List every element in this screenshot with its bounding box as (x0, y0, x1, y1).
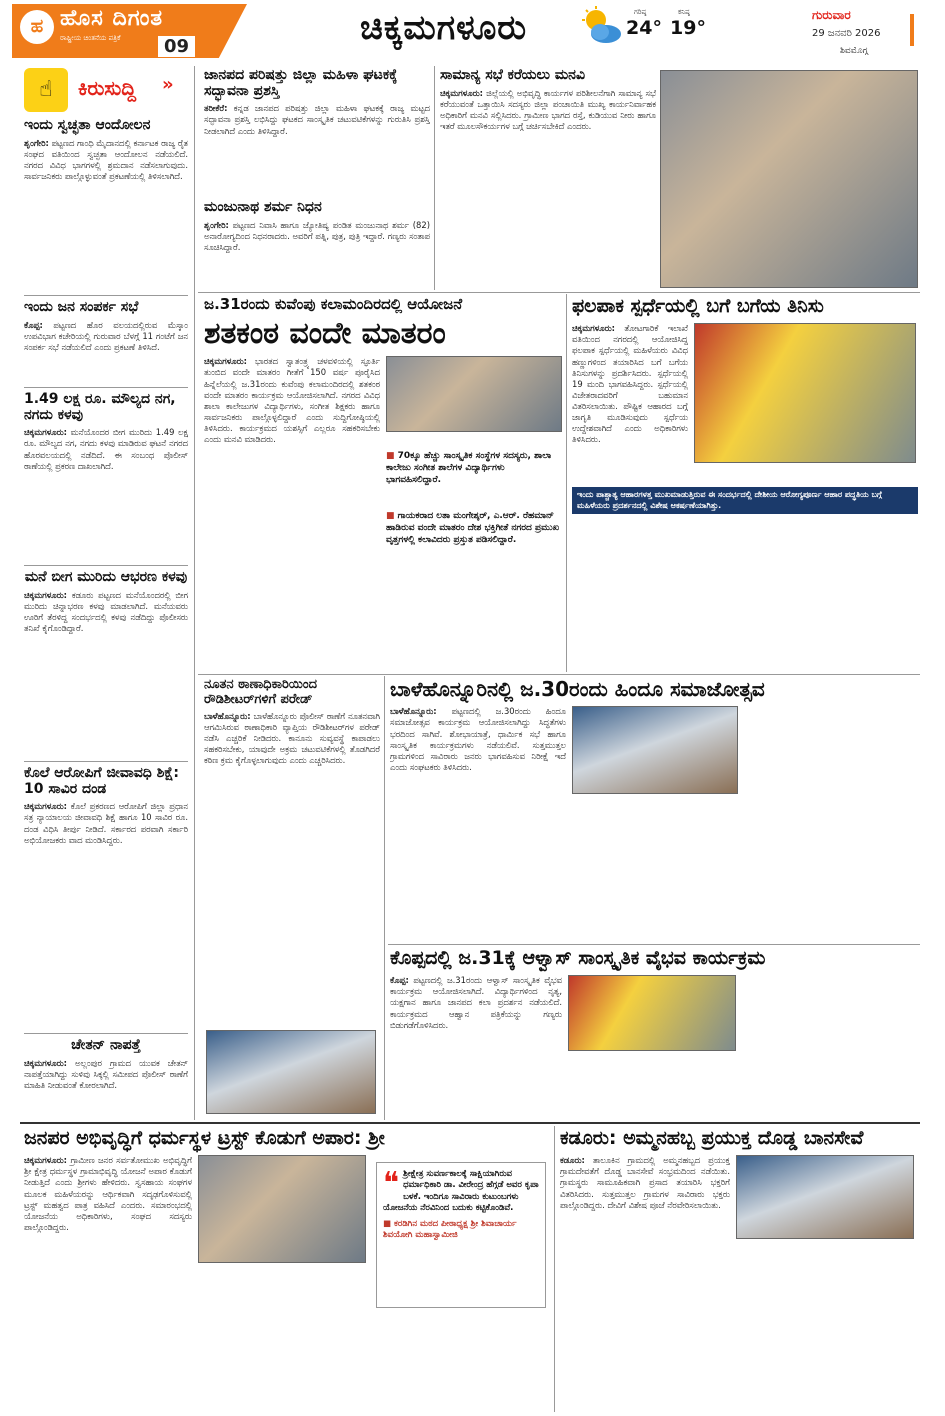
issue-day: ಗುರುವಾರ (812, 8, 851, 22)
story-dateline: ಚಿಕ್ಕಮಗಳೂರು: (440, 87, 484, 98)
column-divider (434, 66, 435, 290)
story-body (390, 975, 562, 1105)
story-body (440, 88, 656, 132)
quote-bullet-icon: ■ (386, 511, 395, 521)
brief-headline: ಮನೆ ಬೀಗ ಮುರಿದು ಆಭರಣ ಕಳವು (24, 569, 188, 585)
dharmasthala-event-photo (198, 1155, 366, 1263)
section-divider (388, 944, 920, 945)
pullquote-source (383, 1219, 539, 1242)
parade-photo (206, 1030, 376, 1114)
pullquote-source-text: ಕರಡಿಗಿನ ಮಠದ ಪೀಠಾಧ್ಯಕ್ಷ ಶ್ರೀ ಶಿವಾಚಾರ್ಯ ಶಿವಯೋಗಿ ಮಹಾಸ್ವಾಮೀಜಿ (383, 1218, 517, 1241)
brief-headline: ಕೊಲೆ ಆರೋಪಿಗೆ ಜೀವಾವಧಿ ಶಿಕ್ಷೆ: 10 ಸಾವಿರ ದಂಡ (24, 765, 180, 797)
story-dateline: ಕಡೂರು: (560, 1155, 585, 1166)
brief-headline: ಚೇತನ್ ನಾಪತ್ತೆ (71, 1037, 141, 1053)
story-headline: ಕಡೂರು: ಅಮ್ಮನಹಬ್ಬ ಪ್ರಯುಕ್ತ ದೊಡ್ಡ ಬಾನಸೇವೆ (560, 1128, 864, 1149)
story-kicker: ಜ.31ರಂದು ಕುವೆಂಪು ಕಲಾಮಂದಿರದಲ್ಲಿ ಆಯೋಜನೆ (204, 296, 463, 313)
hand-pointer-icon: ☝ (24, 68, 68, 112)
paper-tagline: ರಾಷ್ಟ್ರೀಯ ಚಿಂತನೆಯ ಪತ್ರಿಕೆ (60, 34, 121, 42)
brief-story (24, 296, 188, 388)
story-headline: ಬಾಳೆಹೊನ್ನೂರಿನಲ್ಲಿ ಜ.30ರಂದು ಹಿಂದೂ ಸಮಾಜೋತ್ಸವ (390, 678, 765, 701)
story-text: ಬಾಳೆಹೊನ್ನೂರು ಪೊಲೀಸ್ ಠಾಣೆಗೆ ನೂತನವಾಗಿ ಆಗಮಿಸಿರುವ ಠಾಣಾಧಿಕಾರಿ ವ್ಯಾಪ್ತಿಯ ರೌಡಿಶೀಟರ್‌ಗಳ ಪರೇಡ್ ನಡೆಸಿ ಎಚ್ಚರಿಕೆ ನೀಡಿದರು. ಕಾನೂನು ಸುವ್ಯವಸ್ಥೆ ಕಾಪಾಡಲು ಸಹಕರಿಸಬೇಕು, ಯಾವುದೇ ಅಕ್ರಮ ಚಟುವಟಿಕೆಗಳಲ್ಲಿ ತೊಡಗಿದರೆ ಕಠಿಣ ಕ್ರಮ ಕೈಗೊಳ್ಳಲಾಗುವುದು ಎಂದು ಎಚ್ಚರಿಸಿದರು. (204, 711, 380, 766)
brief-body (24, 1058, 188, 1091)
left-column (24, 118, 188, 1120)
temp-max-value: 24° (626, 17, 662, 39)
story-headline: ಜಾನಪದ ಪರಿಷತ್ತು ಜಿಲ್ಲಾ ಮಹಿಳಾ ಘಟಕಕ್ಕೆ ಸದ್ಭಾವನಾ ಪ್ರಶಸ್ತಿ (204, 68, 398, 99)
brief-headline: 1.49 ಲಕ್ಷ ರೂ. ಮೌಲ್ಯದ ನಗ, ನಗದು ಕಳವು (24, 391, 176, 423)
story-kadur (560, 1128, 918, 1408)
brief-story (24, 762, 188, 1034)
story-text: ಪಟ್ಟಣದಲ್ಲಿ ಜ.30ರಂದು ಹಿಂದೂ ಸಮಾಜೋತ್ಸವ ಕಾರ್ಯಕ್ರಮ ಆಯೋಜಿಸಲಾಗಿದ್ದು ಸಿದ್ಧತೆಗಳು ಭರದಿಂದ ಸಾಗಿವೆ. ಶೋಭಾಯಾತ್ರೆ, ಧಾರ್ಮಿಕ ಸಭೆ ಹಾಗೂ ಸಾಂಸ್ಕೃತಿಕ ಕಾರ್ಯಕ್ರಮಗಳು ನಡೆಯಲಿವೆ. ಸುತ್ತಮುತ್ತಲ ಗ್ರಾಮಗಳಿಂದ ಸಾವಿರಾರು ಜನರು ಭಾಗವಹಿಸುವ ನಿರೀಕ್ಷೆ ಇದೆ ಎಂದು ಸಂಘಟಕರು ತಿಳಿಸಿದರು. (390, 706, 566, 772)
quote-bullet-icon: ■ (383, 1218, 392, 1229)
brief-story (24, 118, 188, 296)
brief-dateline: ಚಿಕ್ಕಮಗಳೂರು: (24, 1057, 68, 1068)
story-headline: ಸಾಮಾನ್ಯ ಸಭೆ ಕರೆಯಲು ಮನವಿ (440, 68, 585, 83)
story-dateline: ಚಿಕ್ಕಮಗಳೂರು: (572, 323, 616, 334)
story-headline: ಮಂಜುನಾಥ ಶರ್ಮ ನಿಧನ (204, 200, 322, 215)
story-text: ತಾಲೂಕಿನ ಗ್ರಾಮದಲ್ಲಿ ಅಮ್ಮನಹಬ್ಬದ ಪ್ರಯುಕ್ತ ಗ್ರಾಮದೇವತೆಗೆ ದೊಡ್ಡ ಬಾನಸೇವೆ ಸಂಭ್ರಮದಿಂದ ನಡೆಯಿತು. ಗ್ರಾಮಸ್ಥರು ಸಾಮೂಹಿಕವಾಗಿ ಪ್ರಸಾದ ತಯಾರಿಸಿ ಭಕ್ತರಿಗೆ ವಿತರಿಸಿದರು. ಸುತ್ತಮುತ್ತಲ ಗ್ರಾಮಗಳ ಸಾವಿರಾರು ಭಕ್ತರು ಪಾಲ್ಗೊಂಡಿದ್ದರು. ದೇವಿಗೆ ವಿಶೇಷ ಪೂಜೆ ನೆರವೇರಿಸಲಾಯಿತು. (560, 1155, 730, 1210)
story-body (572, 323, 688, 483)
brief-text: ಮನೆಯೊಂದರ ಬೀಗ ಮುರಿದು 1.49 ಲಕ್ಷ ರೂ. ಮೌಲ್ಯದ ನಗ, ನಗದು ಕಳವು ಮಾಡಿರುವ ಘಟನೆ ನಗರದ ಹೊರವಲಯದಲ್ಲಿ ನಡೆದಿದೆ. ಈ ಸಂಬಂಧ ಪೊಲೀಸ್ ಠಾಣೆಯಲ್ಲಿ ಪ್ರಕರಣ ದಾಖಲಾಗಿದೆ. (24, 427, 188, 471)
brief-body (24, 590, 188, 634)
story-dateline: ಬಾಳೆಹೊನ್ನೂರು: (390, 706, 437, 717)
story-headline: ಕೊಪ್ಪದಲ್ಲಿ ಜ.31ಕ್ಕೆ ಆಳ್ವಾಸ್ ಸಾಂಸ್ಕೃತಿಕ ವೈಭವ ಕಾರ್ಯಕ್ರಮ (390, 948, 766, 969)
section-divider (198, 292, 920, 293)
weather-sun-cloud-icon (580, 6, 622, 46)
column-divider (554, 1126, 555, 1412)
kiru-suddi-label: ಕಿರುಸುದ್ದಿ (78, 76, 137, 100)
brief-dateline: ಚಿಕ್ಕಮಗಳೂರು: (24, 427, 68, 438)
sabha-photo (660, 70, 918, 288)
alvas-invitation-photo (568, 975, 736, 1051)
story-headline: ಶತಕಂಠ ವಂದೇ ಮಾತರಂ (204, 315, 446, 351)
section-divider (198, 674, 920, 675)
dharma-quote-box (376, 1162, 546, 1308)
story-headline: ನೂತನ ಠಾಣಾಧಿಕಾರಿಯಿಂದ ರೌಡಿಶೀಟರ್‌ಗಳಿಗೆ ಪರೇಡ್ (204, 678, 317, 707)
brief-body (24, 427, 188, 471)
masthead-accent-bar (910, 14, 914, 46)
kadur-festival-photo (736, 1155, 914, 1239)
story-obituary (204, 200, 430, 290)
story-body (204, 711, 380, 1051)
column-divider (566, 294, 567, 672)
story-sabha (440, 68, 656, 288)
brief-headline: ಇಂದು ಸ್ವಚ್ಛತಾ ಆಂದೋಲನ (24, 118, 151, 133)
temp-max-label: ಗರಿಷ್ಠ (634, 8, 647, 16)
story-janapada (204, 68, 430, 196)
story-dateline: ಕೊಪ್ಪ: (390, 975, 409, 986)
vande-pullquote-2 (386, 510, 560, 546)
story-hindu-samajotsava (390, 678, 918, 942)
page-number: 09 (158, 36, 195, 57)
story-body (390, 706, 566, 926)
quote-drop-icon: ❝ (383, 1166, 400, 1201)
issue-date: 29 ಜನವರಿ 2026 (812, 28, 881, 39)
story-text: ಪಟ್ಟಣದ ನಿವಾಸಿ ಹಾಗೂ ಜ್ಯೋತಿಷ್ಯ ಪಂಡಿತ ಮಂಜುನಾಥ ಶರ್ಮ (82) ಅನಾರೋಗ್ಯದಿಂದ ನಿಧನರಾದರು. ಅವರಿಗೆ ಪತ್ನಿ, ಪುತ್ರ, ಪುತ್ರಿ ಇದ್ದಾರೆ. ಗಣ್ಯರು ಸಂತಾಪ ಸೂಚಿಸಿದ್ದಾರೆ. (204, 219, 430, 252)
story-dateline: ಶೃಂಗೇರಿ: (204, 219, 229, 230)
temp-min-value: 19° (670, 17, 706, 39)
pullquote-text: 70ಕ್ಕೂ ಹೆಚ್ಚು ಸಾಂಸ್ಕೃತಿಕ ಸಂಸ್ಥೆಗಳ ಸದಸ್ಯರು, ಶಾಲಾ ಕಾಲೇಜು ಸಂಗೀತ ಶಾಲೆಗಳ ವಿದ್ಯಾರ್ಥಿಗಳು ಭಾಗವಹಿಸಲಿದ್ದಾರೆ. (386, 451, 552, 486)
pullquote-text: ಶ್ರೀಕ್ಷೇತ್ರ ಸುವರ್ಣಕಾಲಕ್ಕೆ ಸಾಕ್ಷಿಯಾಗಿರುವ ಧರ್ಮಾಧಿಕಾರಿ ಡಾ. ವೀರೇಂದ್ರ ಹೆಗ್ಗಡೆ ಅವರ ಕೃಪಾ ಬಳಕೆ. ಇಂದಿಗೂ ಸಾವಿರಾರು ಕುಟುಂಬಗಳು ಯೋಜನೆಯ ನೆರವಿನಿಂದ ಬದುಕು ಕಟ್ಟಿಕೊಂಡಿವೆ. (383, 1169, 539, 1214)
brief-dateline: ಚಿಕ್ಕಮಗಳೂರು: (24, 801, 68, 812)
photo-caption: ಇಂದು ಪಾಶ್ಚಾತ್ಯ ಆಹಾರಗಳತ್ತ ಮುಖಮಾಡುತ್ತಿರುವ ಈ ಸಂದರ್ಭದಲ್ಲಿ ದೇಶೀಯ ಆರೋಗ್ಯಪೂರ್ಣ ಆಹಾರ ಪದ್ಧತಿಯ ಬಗ್ಗೆ ಮಹಿಳೆಯರು ಪ್ರದರ್ಶನದಲ್ಲಿ ವಿಶೇಷ ಆಕರ್ಷಣೆಯಾಗಿತ್ತು. (572, 487, 918, 514)
story-text: ಜಿಲ್ಲೆಯಲ್ಲಿ ಅಭಿವೃದ್ಧಿ ಕಾರ್ಯಗಳ ಪರಿಶೀಲನೆಗಾಗಿ ಸಾಮಾನ್ಯ ಸಭೆ ಕರೆಯುವಂತೆ ಒತ್ತಾಯಿಸಿ ಸದಸ್ಯರು ಜಿಲ್ಲಾ ಪಂಚಾಯಿತಿ ಮುಖ್ಯ ಕಾರ್ಯನಿರ್ವಾಹಕ ಅಧಿಕಾರಿಗೆ ಮನವಿ ಸಲ್ಲಿಸಿದರು. ಗ್ರಾಮೀಣ ಭಾಗದ ರಸ್ತೆ, ಕುಡಿಯುವ ನೀರು ಹಾಗೂ ಇತರೆ ಮೂಲಸೌಕರ್ಯಗಳ ಬಗ್ಗೆ ಚರ್ಚಿಸಬೇಕಿದೆ ಎಂದರು. (440, 87, 656, 131)
story-body (204, 103, 430, 136)
fruit-competition-photo (694, 323, 916, 463)
story-body (560, 1155, 730, 1395)
logo-emblem-icon: ಹ (20, 10, 54, 44)
edition-name: ಶಿವಮೊಗ್ಗ (840, 46, 868, 56)
story-dateline: ಚಿಕ್ಕಮಗಳೂರು: (204, 356, 248, 367)
brief-text: ಕಡೂರು ಪಟ್ಟಣದ ಮನೆಯೊಂದರಲ್ಲಿ ಬೀಗ ಮುರಿದು ಚಿನ್ನಾಭರಣ ಕಳವು ಮಾಡಲಾಗಿದೆ. ಮನೆಯವರು ಊರಿಗೆ ತೆರಳಿದ್ದ ಸಂದರ್ಭದಲ್ಲಿ ಕಳವು ನಡೆದಿದ್ದು ಪೊಲೀಸರು ತನಿಖೆ ಕೈಗೊಂಡಿದ್ದಾರೆ. (24, 589, 188, 633)
brief-text: ಅಲ್ಲಂಪುರ ಗ್ರಾಮದ ಯುವಕ ಚೇತನ್ ನಾಪತ್ತೆಯಾಗಿದ್ದು ಸುಳಿವು ಸಿಕ್ಕಲ್ಲಿ ಸಮೀಪದ ಪೊಲೀಸ್ ಠಾಣೆಗೆ ಮಾಹಿತಿ ನೀಡುವಂತೆ ಕೋರಲಾಗಿದೆ. (24, 1057, 188, 1090)
story-body (204, 220, 430, 253)
story-text: ತೋಟಗಾರಿಕೆ ಇಲಾಖೆ ವತಿಯಿಂದ ನಗರದಲ್ಲಿ ಆಯೋಜಿಸಿದ್ದ ಫಲಪಾಕ ಸ್ಪರ್ಧೆಯಲ್ಲಿ ಮಹಿಳೆಯರು ವಿವಿಧ ಹಣ್ಣುಗಳಿಂದ ತಯಾರಿಸಿದ ಬಗೆ ಬಗೆಯ ತಿನಿಸುಗಳನ್ನು ಪ್ರದರ್ಶಿಸಿದರು. ಸ್ಪರ್ಧೆಯಲ್ಲಿ 19 ಮಂದಿ ಭಾಗವಹಿಸಿದ್ದರು. ಸ್ಪರ್ಧೆಯಲ್ಲಿ ವಿಜೇತರಾದವರಿಗೆ ಬಹುಮಾನ ವಿತರಿಸಲಾಯಿತು. ಪೌಷ್ಟಿಕ ಆಹಾರದ ಬಗ್ಗೆ ಜಾಗೃತಿ ಮೂಡಿಸುವುದು ಸ್ಪರ್ಧೆಯ ಉದ್ದೇಶವಾಗಿದೆ ಎಂದು ಅಧಿಕಾರಿಗಳು ತಿಳಿಸಿದರು. (572, 323, 688, 445)
hindu-samajotsava-photo (572, 706, 738, 794)
brief-text: ಪಟ್ಟಣದ ಗಾಂಧಿ ಮೈದಾನದಲ್ಲಿ ಕರ್ನಾಟಕ ರಾಜ್ಯ ರೈತ ಸಂಘದ ವತಿಯಿಂದ ಸ್ವಚ್ಛತಾ ಆಂದೋಲನ ನಡೆಯಲಿದೆ. ನಗರದ ವಿವಿಧ ಭಾಗಗಳಲ್ಲಿ ಶ್ರಮದಾನ ನಡೆಸಲಾಗುವುದು. ಸಾರ್ವಜನಿಕರು ಪಾಲ್ಗೊಳ್ಳುವಂತೆ ಪ್ರಕಟಣೆಯಲ್ಲಿ ತಿಳಿಸಲಾಗಿದೆ. (24, 137, 188, 181)
story-body (204, 356, 380, 656)
temp-min-label: ಕನಿಷ್ಠ (678, 8, 690, 16)
story-body (24, 1155, 192, 1395)
brief-story (24, 566, 188, 762)
story-phalapaka (572, 296, 918, 672)
pullquote-text: ಗಾಯಕರಾದ ಲತಾ ಮಂಗೇಶ್ಕರ್, ಎ.ಆರ್. ರೆಹಮಾನ್ ಹಾಡಿರುವ ವಂದೇ ಮಾತರಂ ದೇಶ ಭಕ್ತಿಗೀತೆ ನಗರದ ಪ್ರಮುಖ ವೃತ್ತಗಳಲ್ಲಿ ಕಲಾವಿದರು ಪ್ರಸ್ತುತ ಪಡಿಸಲಿದ್ದಾರೆ. (386, 511, 560, 546)
brief-headline: ಇಂದು ಜನ ಸಂಪರ್ಕ ಸಭೆ (24, 299, 139, 315)
brief-story (24, 1034, 188, 1114)
brief-body (24, 320, 188, 353)
press-meet-photo (386, 356, 562, 432)
story-text: ಕನ್ನಡ ಜಾನಪದ ಪರಿಷತ್ತು ಜಿಲ್ಲಾ ಮಹಿಳಾ ಘಟಕಕ್ಕೆ ರಾಜ್ಯ ಮಟ್ಟದ ಸದ್ಭಾವನಾ ಪ್ರಶಸ್ತಿ ಲಭಿಸಿದ್ದು ಘಟಕದ ಸಾಂಸ್ಕೃತಿಕ ಚಟುವಟಿಕೆಗಳನ್ನು ಗುರುತಿಸಿ ಪ್ರಶಸ್ತಿ ನೀಡಲಾಗಿದೆ ಎಂದು ತಿಳಿಸಿದ್ದಾರೆ. (204, 103, 430, 136)
story-dateline: ಬಾಳೆಹೊನ್ನೂರು: (204, 711, 251, 722)
story-dateline: ಚಿಕ್ಕಮಗಳೂರು: (24, 1155, 68, 1166)
brief-text: ಪಟ್ಟಣದ ಹೊರ ವಲಯದಲ್ಲಿರುವ ಮೆಸ್ಕಾಂ ಉಪವಿಭಾಗ ಕಚೇರಿಯಲ್ಲಿ ಗುರುವಾರ ಬೆಳಗ್ಗೆ 11 ಗಂಟೆಗೆ ಜನ ಸಂಪರ್ಕ ಸಭೆ ನಡೆಯಲಿದೆ ಎಂದು ಪ್ರಕಟಣೆ ತಿಳಿಸಿದೆ. (24, 319, 188, 352)
column-divider (384, 676, 385, 1120)
story-alvas (390, 948, 918, 1118)
brief-dateline: ಚಿಕ್ಕಮಗಳೂರು: (24, 589, 68, 600)
masthead (0, 0, 945, 62)
brief-dateline: ಕೊಪ್ಪ: (24, 319, 43, 330)
story-headline: ಫಲಪಾಕ ಸ್ಪರ್ಧೆಯಲ್ಲಿ ಬಗೆ ಬಗೆಯ ತಿನಿಸು (572, 296, 824, 317)
temp-min (670, 8, 706, 39)
brief-body (24, 801, 188, 845)
edition-city: ಚಿಕ್ಕಮಗಳೂರು (360, 8, 528, 48)
paper-name: ಹೊಸ ದಿಗಂತ (60, 6, 164, 31)
temp-max (626, 8, 662, 39)
story-text: ಗ್ರಾಮೀಣ ಜನರ ಸರ್ವತೋಮುಖ ಅಭಿವೃದ್ಧಿಗೆ ಶ್ರೀ ಕ್ಷೇತ್ರ ಧರ್ಮಸ್ಥಳ ಗ್ರಾಮಾಭಿವೃದ್ಧಿ ಯೋಜನೆ ಅಪಾರ ಕೊಡುಗೆ ನೀಡುತ್ತಿದೆ ಎಂದು ಶ್ರೀಗಳು ಹೇಳಿದರು. ಸ್ವಸಹಾಯ ಸಂಘಗಳ ಮೂಲಕ ಮಹಿಳೆಯರನ್ನು ಆರ್ಥಿಕವಾಗಿ ಸದೃಢಗೊಳಿಸುವಲ್ಲಿ ಟ್ರಸ್ಟ್ ಮಹತ್ವದ ಪಾತ್ರ ವಹಿಸಿದೆ ಎಂದರು. ಸಮಾರಂಭದಲ್ಲಿ ಯೋಜನೆಯ ಅಧಿಕಾರಿಗಳು, ಸಂಘದ ಸದಸ್ಯರು ಪಾಲ್ಗೊಂಡಿದ್ದರು. (24, 1155, 192, 1232)
brief-dateline: ಶೃಂಗೇರಿ: (24, 137, 49, 148)
vande-pullquote-1 (386, 450, 560, 486)
brief-story (24, 388, 188, 566)
story-text: ಪಟ್ಟಣದಲ್ಲಿ ಜ.31ರಂದು ಆಳ್ವಾಸ್ ಸಾಂಸ್ಕೃತಿಕ ವೈಭವ ಕಾರ್ಯಕ್ರಮ ಆಯೋಜಿಸಲಾಗಿದೆ. ವಿದ್ಯಾರ್ಥಿಗಳಿಂದ ನೃತ್ಯ, ಯಕ್ಷಗಾನ ಹಾಗೂ ಜಾನಪದ ಕಲಾ ಪ್ರದರ್ಶನ ನಡೆಯಲಿದೆ. ಕಾರ್ಯಕ್ರಮದ ಆಹ್ವಾನ ಪತ್ರಿಕೆಯನ್ನು ಗಣ್ಯರು ಬಿಡುಗಡೆಗೊಳಿಸಿದರು. (390, 975, 562, 1030)
kiru-arrows-icon: » (162, 74, 174, 95)
quote-bullet-icon: ■ (386, 451, 395, 461)
story-headline: ಜನಪರ ಅಭಿವೃದ್ಧಿಗೆ ಧರ್ಮಸ್ಥಳ ಟ್ರಸ್ಟ್ ಕೊಡುಗೆ ಅಪಾರ: ಶ್ರೀ (24, 1128, 385, 1149)
brief-text: ಕೊಲೆ ಪ್ರಕರಣದ ಆರೋಪಿಗೆ ಜಿಲ್ಲಾ ಪ್ರಧಾನ ಸತ್ರ ನ್ಯಾಯಾಲಯ ಜೀವಾವಧಿ ಶಿಕ್ಷೆ ಹಾಗೂ 10 ಸಾವಿರ ರೂ. ದಂಡ ವಿಧಿಸಿ ತೀರ್ಪು ನೀಡಿದೆ. ಸರ್ಕಾರದ ಪರವಾಗಿ ಸರ್ಕಾರಿ ಅಭಿಯೋಜಕರು ವಾದ ಮಂಡಿಸಿದ್ದರು. (24, 801, 188, 845)
story-text: ಭಾರತದ ಸ್ವಾತಂತ್ರ್ಯ ಚಳವಳಿಯಲ್ಲಿ ಸ್ಫೂರ್ತಿ ತುಂಬಿದ ವಂದೇ ಮಾತರಂ ಗೀತೆಗೆ 150 ವರ್ಷ ಪೂರೈಸಿದ ಹಿನ್ನೆಲೆಯಲ್ಲಿ ಜ.31ರಂದು ಕುವೆಂಪು ಕಲಾಮಂದಿರದಲ್ಲಿ ಶತಕಂಠ ವಂದೇ ಮಾತರಂ ಕಾರ್ಯಕ್ರಮ ಆಯೋಜಿಸಲಾಗಿದೆ. ನಗರದ ವಿವಿಧ ಶಾಲಾ ಕಾಲೇಜುಗಳ ವಿದ್ಯಾರ್ಥಿಗಳು, ಸಂಗೀತ ಶಿಕ್ಷಕರು ಹಾಗೂ ಸಾರ್ವಜನಿಕರು ಪಾಲ್ಗೊಳ್ಳಲಿದ್ದಾರೆ ಎಂದು ಸುದ್ದಿಗೋಷ್ಠಿಯಲ್ಲಿ ತಿಳಿಸಿದರು. ಕಾರ್ಯಕ್ರಮದ ಯಶಸ್ಸಿಗೆ ಎಲ್ಲರೂ ಸಹಕರಿಸಬೇಕು ಎಂದು ಮನವಿ ಮಾಡಿದರು. (204, 356, 380, 445)
column-divider (194, 66, 195, 1120)
section-divider (20, 1122, 920, 1124)
brief-body (24, 138, 188, 182)
story-dateline: ತರೀಕೆರೆ: (204, 103, 228, 114)
